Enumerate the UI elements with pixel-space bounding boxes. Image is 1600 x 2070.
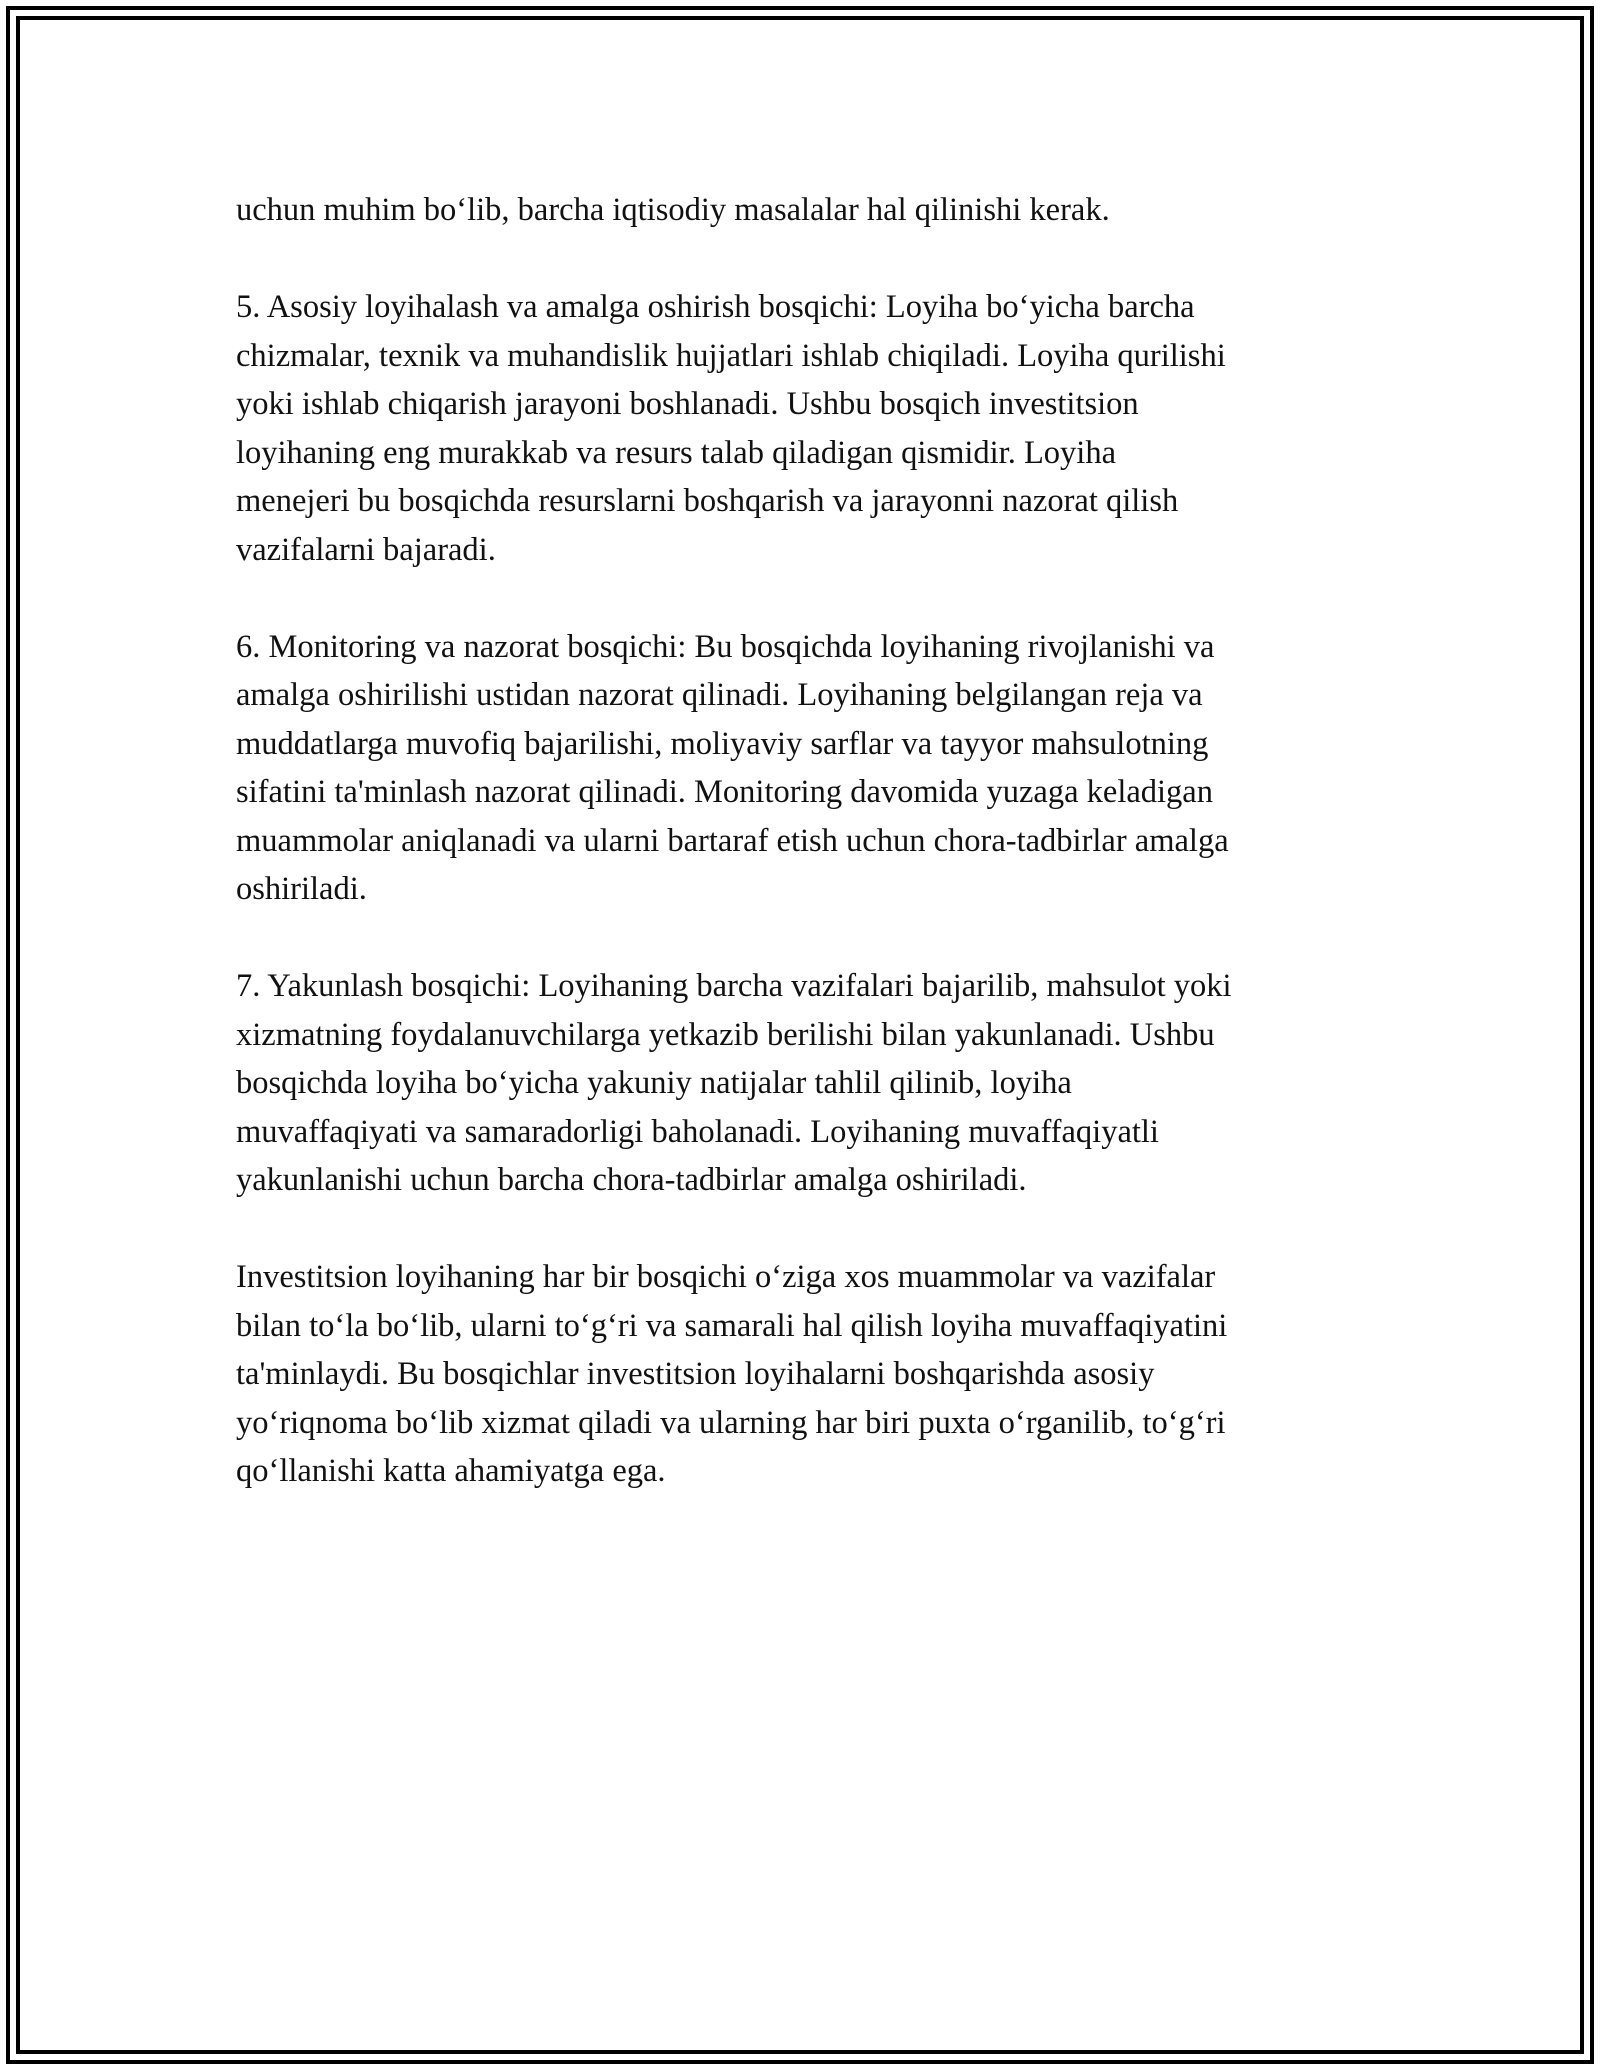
text-line: 5. Asosiy loyihalash va amalga oshirish bosqichi: Loyiha bo‘yicha barcha	[236, 289, 1195, 325]
paragraph-stage-5	[236, 283, 1376, 574]
text-line: Investitsion loyihaning har bir bosqichi o‘ziga xos muammolar va vazifalar	[236, 1259, 1216, 1295]
text-line: xizmatning foydalanuvchilarga yetkazib berilishi bilan yakunlanadi. Ushbu	[236, 1016, 1215, 1053]
text-line: yo‘riqnoma bo‘lib xizmat qiladi va ularning har biri puxta o‘rganilib, to‘g‘ri	[236, 1404, 1226, 1441]
text-line: muammolar aniqlanadi va ularni bartaraf etish uchun chora-tadbirlar amalga	[236, 822, 1229, 859]
text-line: amalga oshirilishi ustidan nazorat qilinadi. Loyihaning belgilangan reja va	[236, 677, 1203, 713]
text-line: vazifalarni bajaradi.	[236, 531, 496, 568]
paragraph-stage-6	[236, 623, 1376, 914]
text-line: loyihaning eng murakkab va resurs talab qiladigan qismidir. Loyiha	[236, 434, 1117, 471]
text-line: oshiriladi.	[236, 871, 367, 907]
text-line: muddatlarga muvofiq bajarilishi, moliyaviy sarflar va tayyor mahsulotning	[236, 725, 1209, 762]
text-line: uchun muhim bo‘lib, barcha iqtisodiy masalalar hal qilinishi kerak.	[236, 192, 1110, 228]
text-line: ta'minlaydi. Bu bosqichlar investitsion loyihalarni boshqarishda asosiy	[236, 1356, 1155, 1392]
text-line: 7. Yakunlash bosqichi: Loyihaning barcha vazifalari bajarilib, mahsulot yoki	[236, 968, 1232, 1004]
text-line: bilan to‘la bo‘lib, ularni to‘g‘ri va samarali hal qilish loyiha muvaffaqiyatini	[236, 1307, 1228, 1344]
paragraph-continuation	[236, 186, 1376, 235]
text-line: bosqichda loyiha bo‘yicha yakuniy natijalar tahlil qilinib, loyiha	[236, 1065, 1072, 1101]
paragraph-conclusion	[236, 1253, 1376, 1496]
text-line: 6. Monitoring va nazorat bosqichi: Bu bosqichda loyihaning rivojlanishi va	[236, 628, 1215, 665]
text-line: menejeri bu bosqichda resurslarni boshqarish va jarayonni nazorat qilish	[236, 483, 1179, 519]
text-line: muvaffaqiyati va samaradorligi baholanadi. Loyihaning muvaffaqiyatli	[236, 1113, 1159, 1150]
document-body	[236, 186, 1376, 1544]
text-line: chizmalar, texnik va muhandislik hujjatlari ishlab chiqiladi. Loyiha qurilishi	[236, 337, 1226, 374]
text-line: qo‘llanishi katta ahamiyatga ega.	[236, 1453, 666, 1489]
text-line: yakunlanishi uchun barcha chora-tadbirlar amalga oshiriladi.	[236, 1162, 1027, 1198]
text-line: yoki ishlab chiqarish jarayoni boshlanadi. Ushbu bosqich investitsion	[236, 386, 1139, 422]
paragraph-stage-7	[236, 962, 1376, 1205]
text-line: sifatini ta'minlash nazorat qilinadi. Monitoring davomida yuzaga keladigan	[236, 774, 1213, 810]
